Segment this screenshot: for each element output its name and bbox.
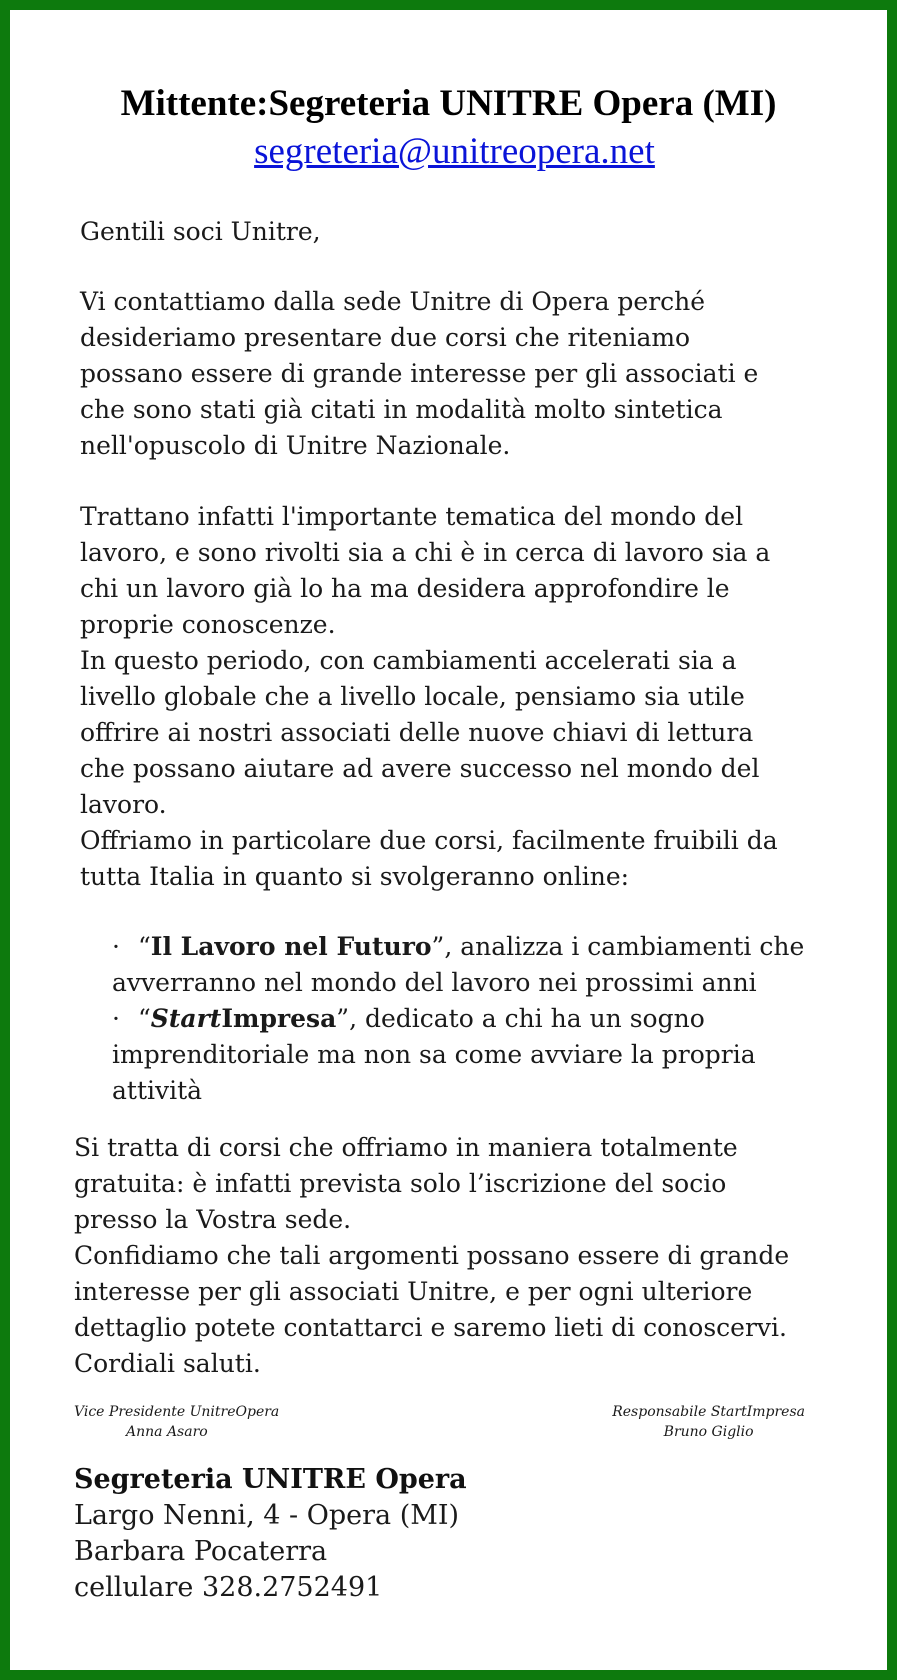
text-line: Offriamo in particolare due corsi, facilmente fruibili da <box>80 826 778 855</box>
course-description-continuation: attività <box>112 1076 203 1105</box>
signature-right <box>612 1402 805 1442</box>
course-name-prefix: Start <box>150 1004 222 1033</box>
text-line: lavoro. <box>80 790 167 819</box>
text-line: Cordiali saluti. <box>74 1349 261 1378</box>
signature-name: Bruno Giglio <box>663 1424 754 1440</box>
signature-name: Anna Asaro <box>126 1424 208 1440</box>
footer-title: Segreteria UNITRE Opera <box>74 1464 467 1495</box>
text-line: nell'opuscolo di Unitre Nazionale. <box>80 431 511 460</box>
text-line: che sono stati già citati in modalità molto sintetica <box>80 395 723 424</box>
course-list <box>112 929 804 1109</box>
text-line: Confidiamo che tali argomenti possano essere di grande <box>74 1241 790 1270</box>
footer-address: Largo Nenni, 4 - Opera (MI) <box>74 1500 460 1531</box>
course-description-continuation: avverranno nel mondo del lavoro nei prossimi anni <box>112 968 757 997</box>
course-item-startimpresa <box>112 1001 804 1037</box>
course-description: ”, analizza i cambiamenti che <box>431 932 805 961</box>
text-line: Vi contattiamo dalla sede Unitre di Opera perché <box>80 287 706 316</box>
footer-contact-name: Barbara Pocaterra <box>74 1536 328 1567</box>
open-quote: “ <box>138 932 151 961</box>
course-name: Impresa <box>221 1004 337 1033</box>
course-name: Il Lavoro nel Futuro <box>150 932 432 961</box>
course-item-lavoro-futuro <box>112 929 804 965</box>
text-line: gratuita: è infatti prevista solo l’iscrizione del socio <box>74 1169 727 1198</box>
intro-paragraph <box>80 284 758 464</box>
text-line: presso la Vostra sede. <box>74 1205 352 1234</box>
course-description: ”, dedicato a chi ha un sogno <box>336 1004 705 1033</box>
text-line: tutta Italia in quanto si svolgeranno online: <box>80 862 630 891</box>
middle-paragraph <box>80 499 778 895</box>
sender-email-link[interactable]: segreteria@unitreopera.net <box>254 131 655 172</box>
text-line: che possano aiutare ad avere successo nel mondo del <box>80 754 760 783</box>
text-line: interesse per gli associati Unitre, e per ogni ulteriore <box>74 1277 753 1306</box>
text-line: Trattano infatti l'importante tematica del mondo del <box>80 502 744 531</box>
bullet-dot-icon: · <box>112 932 120 961</box>
closing-paragraph <box>74 1130 789 1382</box>
greeting-line: Gentili soci Unitre, <box>80 217 321 246</box>
text-line: In questo periodo, con cambiamenti accelerati sia a <box>80 646 737 675</box>
text-line: possano essere di grande interesse per gli associati e <box>80 359 759 388</box>
course-description-continuation: imprenditoriale ma non sa come avviare la propria <box>112 1040 756 1069</box>
text-line: lavoro, e sono rivolti sia a chi è in cerca di lavoro sia a <box>80 538 771 567</box>
text-line: chi un lavoro già lo ha ma desidera approfondire le <box>80 574 730 603</box>
text-line: proprie conoscenze. <box>80 610 336 639</box>
bullet-dot-icon: · <box>112 1004 120 1033</box>
text-line: livello globale che a livello locale, pensiamo sia utile <box>80 682 745 711</box>
text-line: Si tratta di corsi che offriamo in maniera totalmente <box>74 1133 738 1162</box>
text-line: desideriamo presentare due corsi che riteniamo <box>80 323 691 352</box>
signature-left <box>74 1402 279 1442</box>
greeting <box>80 214 321 250</box>
signature-role: Vice Presidente UnitreOpera <box>74 1404 280 1420</box>
signature-role: Responsabile StartImpresa <box>612 1404 805 1420</box>
sender-title: Mittente:Segreteria UNITRE Opera (MI) <box>120 83 777 124</box>
footer-contact <box>74 1462 467 1606</box>
open-quote: “ <box>138 1004 151 1033</box>
text-line: dettaglio potete contattarci e saremo lieti di conoscervi. <box>74 1313 787 1342</box>
text-line: offrire ai nostri associati delle nuove chiavi di lettura <box>80 718 754 747</box>
footer-phone: cellulare 328.2752491 <box>74 1572 383 1603</box>
